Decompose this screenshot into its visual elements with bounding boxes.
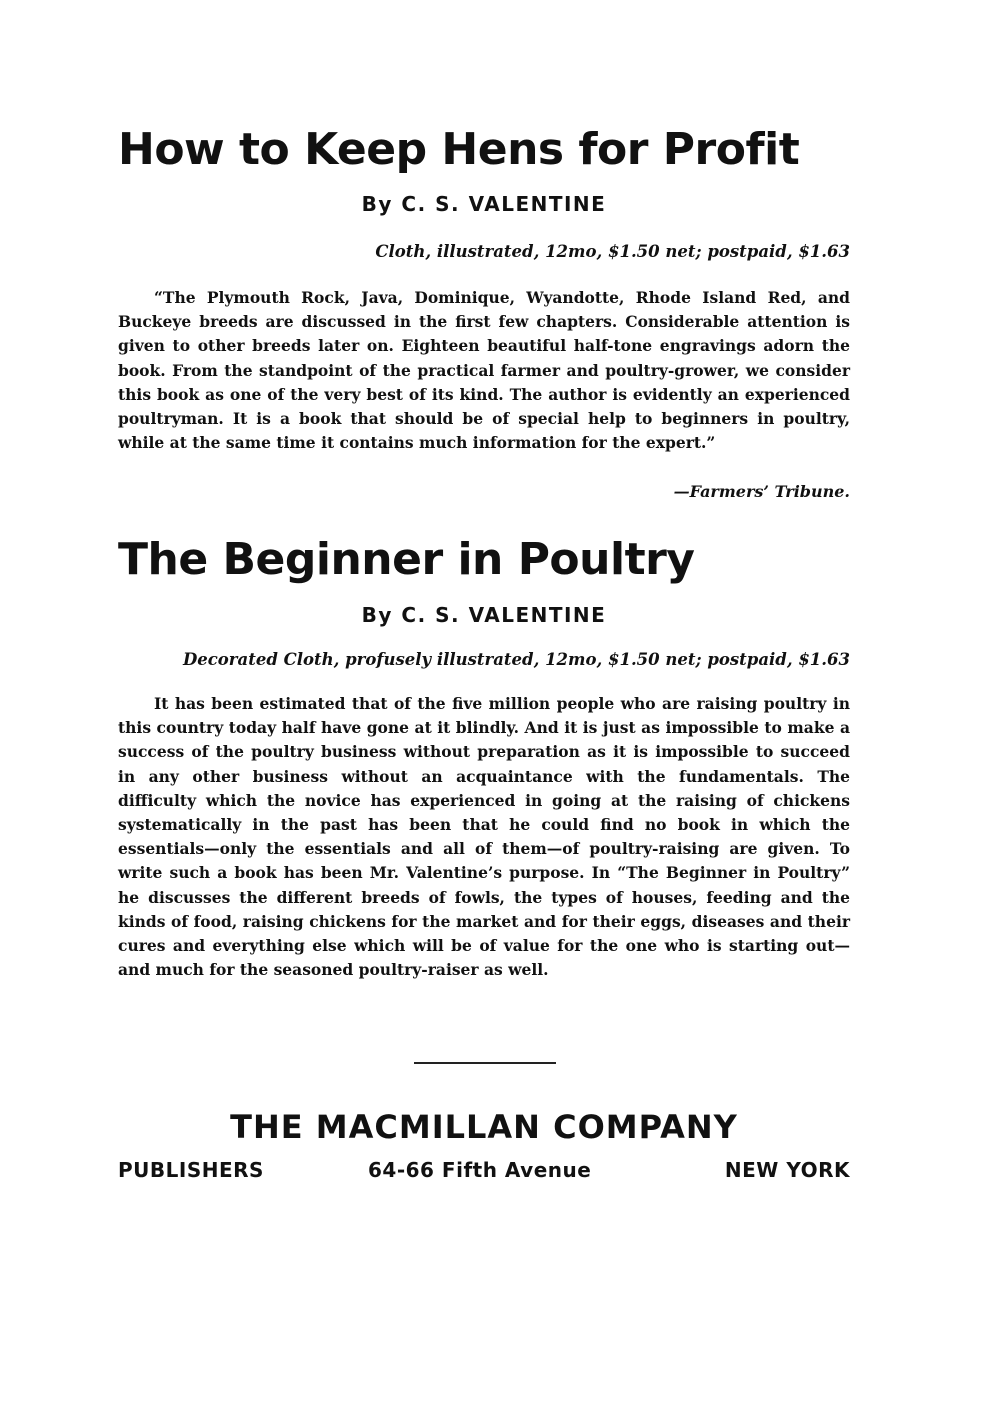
section-divider — [414, 1062, 556, 1064]
book2-author: By C. S. VALENTINE — [361, 603, 607, 627]
book1-review-attribution: —Farmers’ Tribune. — [673, 482, 850, 501]
book1-review: “The Plymouth Rock, Java, Dominique, Wyandotte, Rhode Island Red, and Buckeye breeds are discussed in the first few chapters. Considerable attention is given to other breeds later on. Eighteen beautiful half-tone engravings adorn the book. From the standpoint of the practical farmer and poultry-grower, we consider this book as one of the very best of its kind. The author is evidently an experienced poultryman. It is a book that should be of special help to beginners in poultry, while at the same time it contains much information for the expert.” — [118, 288, 850, 453]
book2-title: The Beginner in Poultry — [118, 534, 695, 585]
publisher-address: 64-66 Fifth Avenue — [368, 1158, 592, 1182]
book1-price: Cloth, illustrated, 12mo, $1.50 net; postpaid, $1.63 — [375, 242, 850, 261]
publisher-label: PUBLISHERS — [118, 1158, 264, 1182]
book1-author: By C. S. VALENTINE — [361, 192, 607, 216]
book2-price: Decorated Cloth, profusely illustrated, 12mo, $1.50 net; postpaid, $1.63 — [182, 650, 850, 669]
publisher-city: NEW YORK — [724, 1158, 850, 1182]
book2-description: It has been estimated that of the five million people who are raising poultry in this country today half have gone at it blindly. And it is just as impossible to make a success of the poultry business without preparation as it is impossible to succeed in any other business without an acquaintance with the fundamentals. The difficulty which the novice has experienced in going at the raising of chickens systematically in the past has been that he could find no book in which the essentials—only the essentials and all of them—of poultry-raising are given. To write such a book has been Mr. Valentine’s purpose. In “The Beginner in Poultry” he discusses the different breeds of fowls, the types of houses, feeding and the kinds of food, raising chickens for the market and for their eggs, diseases and their cures and everything else which will be of value for the one who is starting out—and much for the seasoned poultry-raiser as well. — [118, 694, 850, 980]
publisher-name: THE MACMILLAN COMPANY — [230, 1108, 738, 1146]
book1-title: How to Keep Hens for Profit — [118, 124, 800, 175]
